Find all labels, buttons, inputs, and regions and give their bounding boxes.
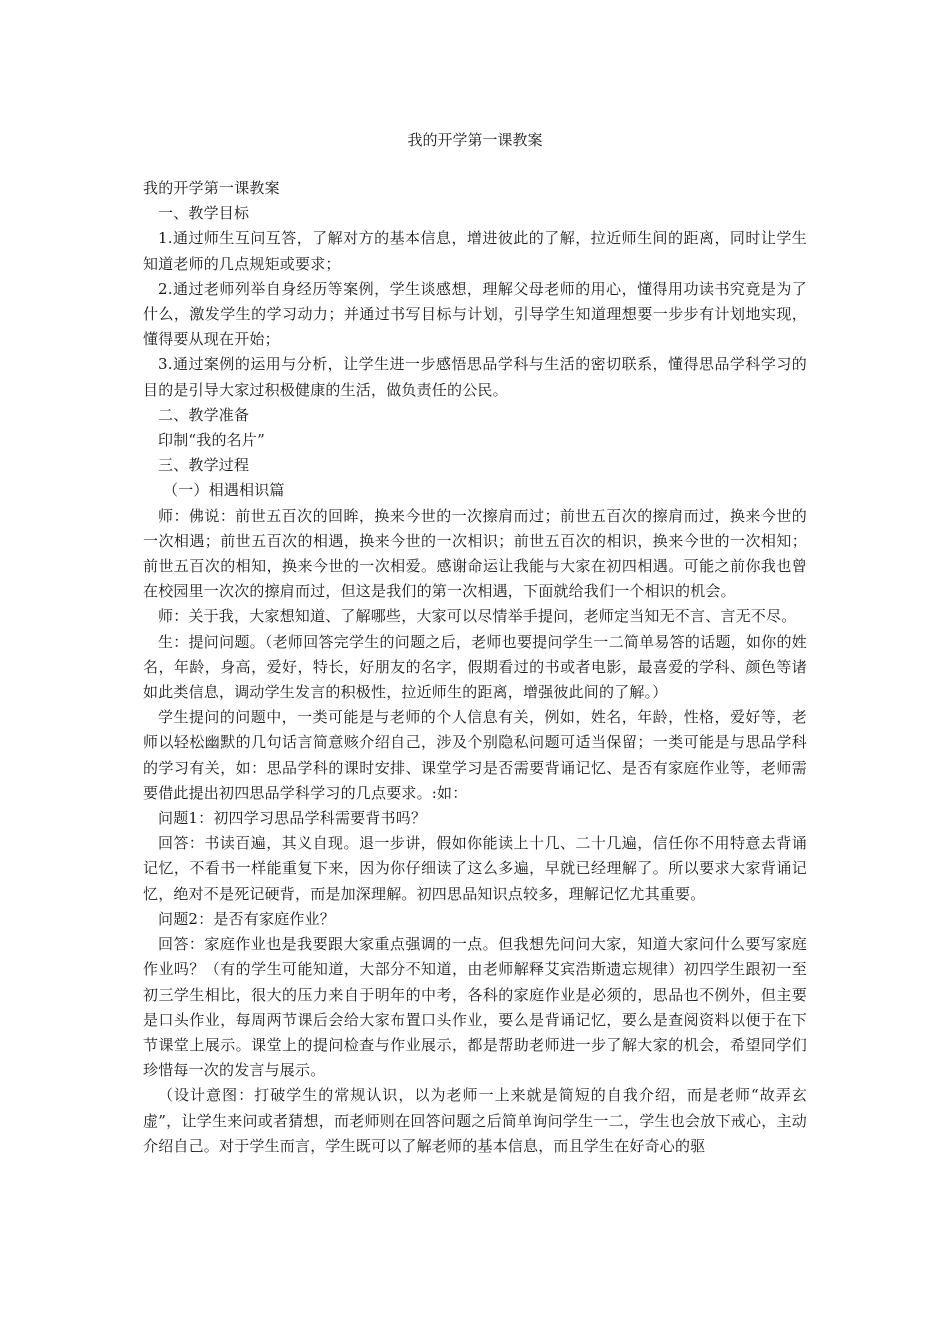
section-heading-objectives: 一、教学目标 (158, 204, 250, 223)
objective-item-2: 2.通过老师列举自身经历等案例，学生谈感想，理解父母老师的用心，懂得用功读书究竟是为了什么，激发学生的学习动力；并通过书写目标与计划，引导学生知道理想要一步步有计划地实现，懂得要从现在开始； (143, 279, 807, 349)
document-title: 我的开学第一课教案 (407, 131, 543, 149)
paragraph: 生：提问问题。（老师回答完学生的问题之后，老师也要提问学生一二简单易答的话题，如你的姓名，年龄，身高，爱好，特长，好朋友的名字，假期看过的书或者电影，最喜爱的学科、颜色等诸如此类信息，调动学生发言的积极性，拉近师生的距离，增强彼此间的了解。） (143, 632, 807, 702)
design-intent-paragraph: （设计意图：打破学生的常规认识，以为老师一上来就是简短的自我介绍，而是老师“故弄玄虚”，让学生来问或者猜想，而老师则在回答问题之后简单询问学生一二，学生也会放下戒心，主动介绍自己。对于学生而言，学生既可以了解老师的基本信息，而且学生在好奇心的驱 (143, 1086, 807, 1155)
heading-repeat: 我的开学第一课教案 (143, 179, 280, 197)
question-2: 问题2：是否有家庭作业？ (158, 909, 335, 928)
answer-2: 回答：家庭作业也是我要跟大家重点强调的一点。但我想先问问大家，知道大家问什么要写家庭作业吗？（有的学生可能知道，大部分不知道，由老师解释艾宾浩斯遗忘规律）初四学生跟初一至初三学生相比，很大的压力来自于明年的中考，各科的家庭作业是必须的，思品也不例外，但主要是口头作业，每周两节课后会给大家布置口头作业，要么是背诵记忆，要么是查阅资料以便于在下节课堂上展示。课堂上的提问检查与作业展示，都是帮助老师进一步了解大家的机会，希望同学们珍惜每一次的发言与展示。 (143, 935, 807, 1080)
section-heading-preparation: 二、教学准备 (158, 405, 250, 424)
objective-item-1: 1.通过师生互问互答，了解对方的基本信息，增进彼此的了解，拉近师生间的距离，同时让学生知道老师的几点规矩或要求； (143, 229, 807, 273)
section-heading-process: 三、教学过程 (158, 456, 250, 475)
document-body (143, 176, 807, 1159)
paragraph: 学生提问的问题中，一类可能是与老师的个人信息有关，例如，姓名，年龄，性格，爱好等，老师以轻松幽默的几句话言简意赅介绍自己，涉及个别隐私问题可适当保留；一类可能是与思品学科的学习有关，如：思品学科的课时安排、课堂学习是否需要背诵记忆、是否有家庭作业等，老师需要借此提出初四思品学科学习的几点要求。:如： (143, 708, 807, 802)
preparation-text: 印制“我的名片” (158, 431, 265, 450)
objective-item-3: 3.通过案例的运用与分析，让学生进一步感悟思品学科与生活的密切联系，懂得思品学科学习的目的是引导大家过积极健康的生活，做负责任的公民。 (143, 355, 807, 399)
answer-1: 回答：书读百遍，其义自现。退一步讲，假如你能读上十几、二十几遍，信任你不用特意去背诵记忆，不看书一样能重复下来，因为你仔细读了这么多遍，早就已经理解了。所以要求大家背诵记忆，绝对不是死记硬背，而是加深理解。初四思品知识点较多，理解记忆尤其重要。 (143, 834, 807, 903)
paragraph: 师：关于我，大家想知道、了解哪些，大家可以尽情举手提问，老师定当知无不言、言无不尽。 (158, 607, 797, 626)
paragraph: 师：佛说：前世五百次的回眸，换来今世的一次擦肩而过；前世五百次的擦肩而过，换来今世的一次相遇；前世五百次的相遇，换来今世的一次相识；前世五百次的相识，换来今世的一次相知；前世五百次的相知，换来今世的一次相爱。感谢命运让我能与大家在初四相遇。可能之前你我也曾在校园里一次次的擦肩而过，但这是我们的第一次相遇，下面就给我们一个相识的机会。 (143, 506, 807, 601)
question-1: 问题1：初四学习思品学科需要背书吗？ (158, 809, 427, 828)
subsection-heading-meeting: （一）相遇相识篇 (163, 481, 285, 500)
